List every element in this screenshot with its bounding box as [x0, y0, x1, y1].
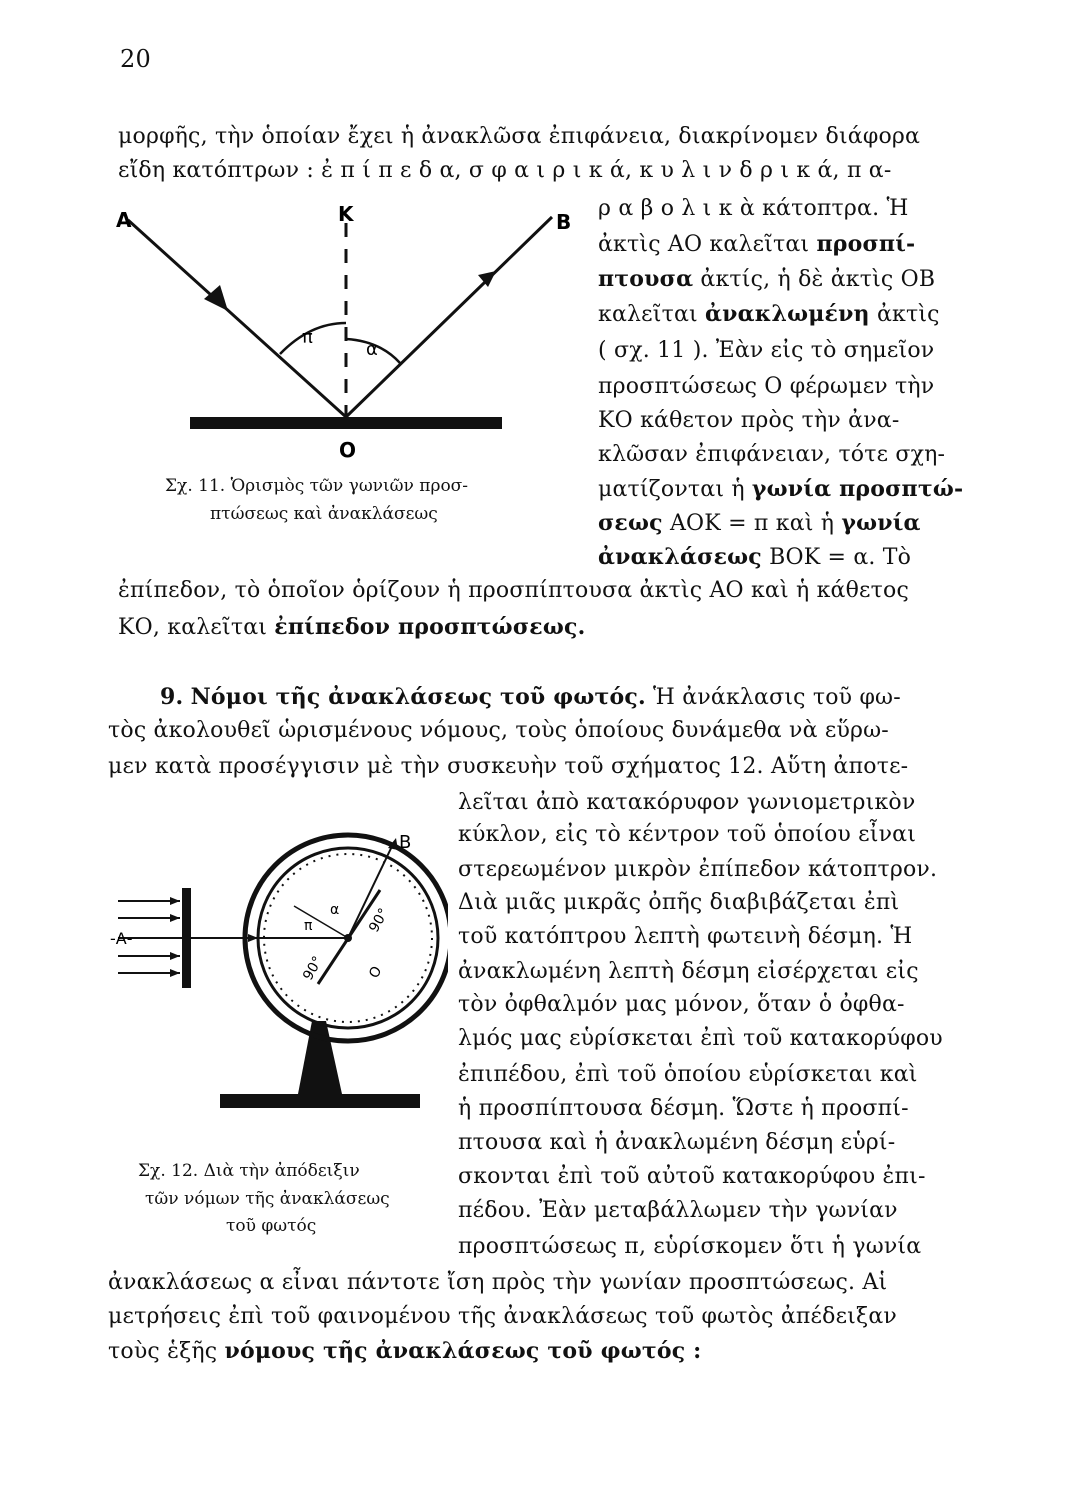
- text-line: εἴδη κατόπτρων : ἐ π ί π ε δ α, σ φ α ι ρ ι κ ά, κ υ λ ι ν δ ρ ι κ ά, π α-: [118, 158, 892, 183]
- text-line: ἐπίπεδον, τὸ ὁποῖον ὁρίζουν ἡ προσπίπτουσα ἀκτὶς ΑΟ καὶ ἡ κάθετος: [118, 578, 909, 603]
- label-k: Κ: [338, 202, 354, 226]
- text-line: σκονται ἐπὶ τοῦ αὐτοῦ κατακορύφου ἐπι-: [458, 1164, 926, 1189]
- label-90-top: 90°: [366, 905, 393, 936]
- text-span: καλεῖται: [598, 302, 706, 327]
- text-line: μεν κατὰ προσέγγισιν μὲ τὴν συσκευὴν τοῦ σχήματος 12. Αὕτη ἀποτε-: [108, 754, 909, 779]
- text-line: ἀνακλωμένη λεπτὴ δέσμη εἰσέρχεται εἰς: [458, 959, 919, 984]
- text-line: Διὰ μιᾶς μικρᾶς ὀπῆς διαβιβάζεται ἐπὶ: [458, 890, 900, 915]
- figure-11-diagram: [110, 195, 590, 470]
- text-line: τοῦ κατόπτρου λεπτὴ φωτεινὴ δέσμη. Ἡ: [458, 924, 913, 949]
- mirror-surface: [190, 417, 502, 429]
- text-line: τὸς ἀκολουθεῖ ὡρισμένους νόμους, τοὺς ὁποίους δυνάμεθα νὰ εὕρω-: [108, 718, 889, 743]
- text-line: στερεωμένον μικρὸν ἐπίπεδον κάτοπτρον.: [458, 857, 938, 882]
- text-span: ἀκτίς, ἡ δὲ ἀκτὶς ΟΒ: [693, 267, 936, 292]
- text-line: μετρήσεις ἐπὶ τοῦ φαινομένου τῆς ἀνακλάσεως τοῦ φωτὸς ἀπέδειξαν: [108, 1304, 897, 1329]
- text-span: ΑΟΚ = π καὶ ἡ: [662, 511, 842, 536]
- text-line: πτουσα καὶ ἡ ἀνακλωμένη δέσμη εὑρί-: [458, 1130, 896, 1155]
- text-line: ( σχ. 11 ). Ἐὰν εἰς τὸ σημεῖον: [598, 338, 935, 363]
- label-alpha: α: [366, 339, 378, 360]
- center-pivot: [344, 934, 352, 942]
- text-line: ΚΟ κάθετον πρὸς τὴν ἀνα-: [598, 408, 900, 433]
- arrow-head: [170, 897, 180, 905]
- text-span: τοὺς ἑξῆς: [108, 1339, 225, 1364]
- arrow-head: [248, 934, 258, 942]
- page-number: 20: [120, 45, 151, 73]
- normal-line: [294, 906, 348, 938]
- term-bold: νόμους τῆς ἀνακλάσεως τοῦ φωτός :: [224, 1338, 702, 1364]
- text-span: ματίζονται ἡ: [598, 477, 752, 502]
- text-line: [598, 264, 935, 295]
- term-bold: γωνία: [841, 510, 921, 536]
- text-line: [598, 474, 963, 505]
- term-bold: προσπί-: [816, 231, 916, 257]
- label-a: Α: [116, 208, 132, 232]
- figure-11-caption: Σχ. 11. Ὁρισμὸς τῶν γωνιῶν προσ-: [165, 476, 469, 496]
- text-line: ρ α β ο λ ι κ ὰ κάτοπτρα. Ἡ: [598, 196, 909, 221]
- arrow-head: [170, 952, 180, 960]
- label-a: -Α-: [110, 929, 133, 948]
- section-title: Νόμοι τῆς ἀνακλάσεως τοῦ φωτός.: [190, 684, 646, 710]
- term-bold: ἀνακλωμένη: [705, 301, 870, 327]
- reflected-ray: [346, 217, 552, 417]
- term-bold: ἐπίπεδον προσπτώσεως.: [274, 614, 586, 640]
- term-bold: πτουσα: [598, 266, 694, 292]
- text-line: [598, 229, 915, 260]
- text-span: ἀκτὶς ΑΟ καλεῖται: [598, 232, 817, 257]
- text-line: λμός μας εὑρίσκεται ἐπὶ τοῦ κατακορύφου: [458, 1026, 943, 1051]
- text-span: ΒΟΚ = α. Τὸ: [761, 545, 912, 570]
- arrow-head: [170, 914, 180, 922]
- text-line: [108, 1336, 702, 1367]
- text-span: Ἡ ἀνάκλασις τοῦ φω-: [645, 685, 901, 710]
- label-90-bottom: 90°: [300, 953, 327, 984]
- term-bold: ἀνακλάσεως: [598, 544, 762, 570]
- section-number: 9.: [160, 684, 184, 710]
- text-line: λεῖται ἀπὸ κατακόρυφον γωνιομετρικὸν: [458, 790, 916, 815]
- label-o: Ο: [366, 963, 386, 982]
- text-line: ἐπιπέδου, ἐπὶ τοῦ ὁποίου εὑρίσκεται καὶ: [458, 1062, 918, 1087]
- arrow-head: [170, 969, 180, 977]
- figure-12-diagram: [108, 826, 448, 1146]
- label-o: Ο: [339, 438, 357, 462]
- label-pi: π: [302, 327, 313, 348]
- incident-ray: [128, 220, 346, 417]
- label-b: Β: [556, 210, 572, 234]
- label-alpha: α: [330, 902, 340, 918]
- text-line: τὸν ὀφθαλμόν μας μόνον, ὅταν ὁ ὀφθα-: [458, 992, 905, 1017]
- figure-12-caption: Σχ. 12. Διὰ τὴν ἀπόδειξιν: [138, 1161, 360, 1181]
- figure-12-caption: τῶν νόμων τῆς ἀνακλάσεως: [145, 1189, 390, 1209]
- text-span: ΚΟ, καλεῖται: [118, 615, 275, 640]
- text-line: ἡ προσπίπτουσα δέσμη. Ὥστε ἡ προσπί-: [458, 1096, 909, 1121]
- text-line: προσπτώσεως π, εὑρίσκομεν ὅτι ἡ γωνία: [458, 1234, 922, 1259]
- text-span: ἀκτὶς: [869, 302, 940, 327]
- figure-12-caption: τοῦ φωτός: [226, 1216, 317, 1236]
- term-bold: σεως: [598, 510, 663, 536]
- text-line: μορφῆς, τὴν ὁποίαν ἔχει ἡ ἀνακλῶσα ἐπιφάνεια, διακρίνομεν διάφορα: [118, 124, 921, 149]
- figure-11-caption: πτώσεως καὶ ἀνακλάσεως: [210, 504, 438, 524]
- text-line: [598, 542, 911, 573]
- stand-base: [220, 1094, 420, 1108]
- text-line: κύκλον, εἰς τὸ κέντρον τοῦ ὁποίου εἶναι: [458, 822, 917, 847]
- angle-arc-pi: [280, 323, 346, 354]
- text-line: ἀνακλάσεως α εἶναι πάντοτε ἴση πρὸς τὴν γωνίαν προσπτώσεως. Αἱ: [108, 1270, 888, 1295]
- term-bold: γωνία προσπτώ-: [751, 476, 964, 502]
- text-line: [118, 612, 585, 643]
- text-line: [160, 682, 901, 713]
- label-pi: π: [304, 918, 313, 934]
- arrow-head: [204, 285, 228, 311]
- text-line: πέδου. Ἐὰν μεταβάλλωμεν τὴν γωνίαν: [458, 1198, 898, 1223]
- text-line: κλῶσαν ἐπιφάνειαν, τότε σχη-: [598, 442, 946, 467]
- text-line: προσπτώσεως Ο φέρωμεν τὴν: [598, 374, 935, 399]
- text-line: [598, 508, 921, 539]
- label-b: Β: [399, 832, 412, 853]
- text-line: [598, 299, 940, 330]
